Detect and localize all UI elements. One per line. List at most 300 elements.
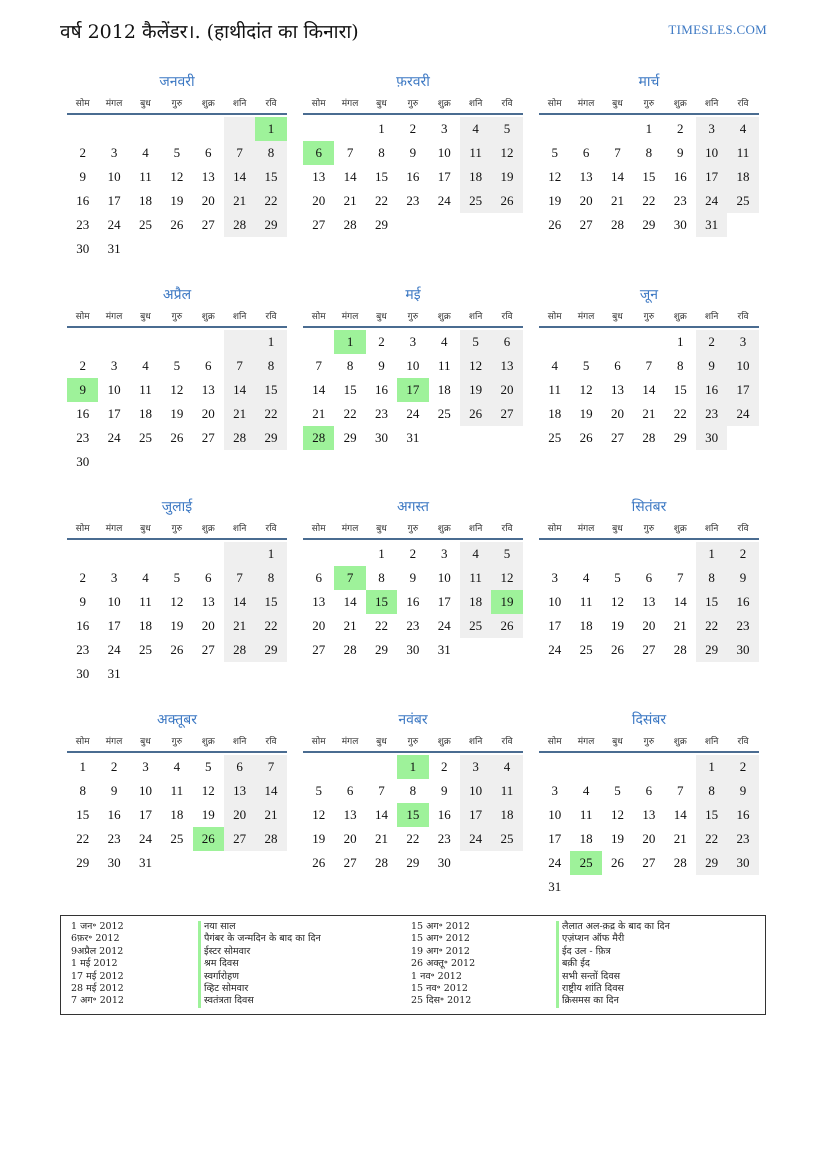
day-cell: 25	[170, 831, 184, 846]
weekday-label: गुरु	[171, 737, 183, 747]
day-cell: 25	[548, 430, 562, 445]
day-cell: 5	[173, 570, 181, 585]
day-cell: 16	[696, 378, 727, 402]
day-cell: 19	[491, 590, 522, 614]
day-cell: 6	[491, 330, 522, 354]
day-cell: 22	[406, 831, 420, 846]
day-cell: 10	[107, 382, 121, 397]
day-cell: 29	[374, 642, 388, 657]
day-cell: 23	[406, 193, 420, 208]
day-cell: 7	[255, 755, 286, 779]
weekday-header	[539, 733, 759, 753]
day-cell: 11	[139, 594, 152, 609]
day-cell: 10	[727, 354, 758, 378]
day-cell: 15	[374, 169, 388, 184]
empty-cell	[193, 542, 224, 566]
empty-cell	[727, 213, 758, 237]
day-cell: 5	[614, 783, 621, 798]
day-cell: 26	[312, 855, 326, 870]
legend-holiday-name: लैलात अल-क़द्र के बाद का दिन	[556, 921, 670, 933]
legend-holiday-name: ईद उल - फ़ित्र	[556, 946, 670, 958]
day-cell: 27	[642, 855, 656, 870]
day-cell: 17	[138, 807, 152, 822]
empty-cell	[67, 117, 98, 141]
day-cell: 4	[441, 334, 448, 349]
empty-cell	[130, 330, 161, 354]
day-cell: 24	[107, 217, 121, 232]
weekday-label: शनि	[232, 312, 247, 322]
weekday-label: रवि	[737, 524, 749, 534]
legend-date: 6फ़र॰ 2012	[71, 933, 120, 945]
empty-cell	[161, 542, 192, 566]
empty-cell	[334, 117, 365, 141]
site-link[interactable]: TIMESLES.COM	[668, 22, 767, 37]
day-cell: 20	[579, 193, 593, 208]
day-cell: 29	[255, 426, 286, 450]
empty-cell	[539, 542, 570, 566]
empty-cell	[602, 755, 633, 779]
day-cell: 11	[548, 382, 561, 397]
day-cell: 24	[406, 406, 420, 421]
empty-cell	[224, 662, 255, 686]
day-cell: 20	[224, 803, 255, 827]
empty-cell	[224, 330, 255, 354]
day-cell: 28	[224, 213, 255, 237]
day-cell: 2	[79, 145, 86, 160]
day-cell: 19	[312, 831, 326, 846]
day-cell: 30	[374, 430, 388, 445]
day-cell: 17	[727, 378, 758, 402]
day-cell: 16	[727, 590, 758, 614]
day-grid	[67, 117, 287, 261]
empty-cell	[491, 426, 522, 450]
day-cell: 13	[343, 807, 357, 822]
empty-cell	[397, 213, 428, 237]
day-cell: 9	[441, 783, 448, 798]
empty-cell	[570, 875, 601, 899]
day-cell: 1	[696, 542, 727, 566]
weekday-label: मंगल	[577, 737, 595, 747]
day-cell: 5	[491, 117, 522, 141]
day-cell: 16	[406, 169, 420, 184]
weekday-header	[303, 95, 523, 115]
day-cell: 26	[460, 402, 491, 426]
day-cell: 19	[610, 618, 624, 633]
day-cell: 21	[343, 618, 357, 633]
empty-cell	[255, 662, 286, 686]
day-cell: 20	[201, 618, 215, 633]
day-cell: 25	[138, 217, 152, 232]
legend-dates-right	[411, 921, 475, 1008]
weekday-label: शनि	[232, 99, 247, 109]
day-cell: 26	[491, 189, 522, 213]
day-cell: 30	[76, 666, 90, 681]
day-cell: 3	[551, 783, 558, 798]
day-cell: 12	[312, 807, 326, 822]
day-cell: 15	[76, 807, 90, 822]
day-cell: 8	[255, 354, 286, 378]
day-cell: 25	[491, 827, 522, 851]
empty-cell	[460, 638, 491, 662]
day-cell: 10	[696, 141, 727, 165]
day-cell: 14	[673, 807, 687, 822]
day-cell: 5	[491, 542, 522, 566]
day-cell: 17	[107, 406, 121, 421]
empty-cell	[570, 330, 601, 354]
day-cell: 25	[727, 189, 758, 213]
month-name: जून	[639, 287, 659, 303]
day-cell: 3	[551, 570, 558, 585]
empty-cell	[224, 117, 255, 141]
day-cell: 7	[346, 145, 354, 160]
day-cell: 27	[642, 642, 656, 657]
day-cell: 23	[76, 217, 90, 232]
empty-cell	[633, 542, 664, 566]
weekday-label: गुरु	[407, 99, 419, 109]
legend-holiday-name: स्वर्गारोहण	[198, 971, 321, 983]
day-cell: 22	[343, 406, 357, 421]
day-cell: 9	[79, 594, 86, 609]
day-cell: 14	[642, 382, 656, 397]
day-cell: 6	[303, 141, 334, 165]
legend-holiday-name: राष्ट्रीय शांति दिवस	[556, 983, 670, 995]
day-cell: 4	[491, 755, 522, 779]
day-cell: 12	[548, 169, 562, 184]
empty-cell	[130, 450, 161, 474]
month-block	[303, 69, 523, 237]
empty-cell	[570, 542, 601, 566]
day-cell: 27	[312, 642, 326, 657]
day-cell: 23	[107, 831, 121, 846]
day-cell: 6	[645, 570, 653, 585]
empty-cell	[193, 117, 224, 141]
day-cell: 7	[645, 358, 653, 373]
day-cell: 29	[673, 430, 687, 445]
day-cell: 15	[255, 590, 286, 614]
weekday-label: शुक्र	[437, 312, 451, 322]
day-cell: 20	[642, 618, 656, 633]
weekday-label: शनि	[704, 737, 719, 747]
day-cell: 12	[201, 783, 215, 798]
day-cell: 28	[224, 426, 255, 450]
empty-cell	[727, 426, 758, 450]
weekday-label: सोम	[311, 312, 326, 322]
day-cell: 21	[255, 803, 286, 827]
day-cell: 26	[491, 614, 522, 638]
day-cell: 10	[406, 358, 420, 373]
weekday-label: गुरु	[643, 737, 655, 747]
day-cell: 1	[334, 330, 365, 354]
day-cell: 5	[315, 783, 322, 798]
day-cell: 7	[677, 570, 684, 585]
empty-cell	[334, 755, 365, 779]
day-cell: 2	[79, 570, 86, 585]
day-cell: 10	[107, 169, 121, 184]
day-cell: 15	[343, 382, 357, 397]
weekday-label: शुक्र	[673, 99, 687, 109]
day-cell: 16	[107, 807, 121, 822]
day-cell: 26	[193, 827, 224, 851]
day-cell: 5	[205, 759, 212, 774]
day-cell: 7	[224, 141, 255, 165]
empty-cell	[67, 330, 98, 354]
day-cell: 7	[677, 783, 684, 798]
day-cell: 3	[110, 145, 118, 160]
day-grid	[539, 755, 759, 899]
day-cell: 28	[673, 642, 687, 657]
day-grid	[303, 755, 523, 875]
day-cell: 9	[110, 783, 118, 798]
empty-cell	[193, 662, 224, 686]
day-cell: 27	[201, 642, 215, 657]
day-cell: 14	[673, 594, 687, 609]
day-cell: 23	[673, 193, 687, 208]
day-cell: 28	[343, 642, 357, 657]
weekday-label: शुक्र	[437, 737, 451, 747]
empty-cell	[539, 755, 570, 779]
weekday-label: मंगल	[105, 524, 123, 534]
weekday-header	[539, 520, 759, 540]
day-cell: 13	[491, 354, 522, 378]
day-cell: 6	[224, 755, 255, 779]
day-cell: 28	[343, 217, 357, 232]
day-cell: 28	[610, 217, 624, 232]
weekday-label: बुध	[612, 312, 623, 322]
weekday-label: रवि	[501, 99, 513, 109]
day-cell: 17	[437, 594, 451, 609]
day-cell: 27	[201, 430, 215, 445]
legend-date: 9अप्रैल 2012	[71, 945, 124, 957]
day-cell: 7	[614, 145, 621, 160]
day-cell: 18	[138, 193, 152, 208]
day-cell: 16	[76, 618, 90, 633]
day-cell: 9	[727, 566, 758, 590]
day-cell: 15	[366, 590, 397, 614]
month-block	[303, 707, 523, 875]
empty-cell	[130, 542, 161, 566]
day-cell: 27	[579, 217, 593, 232]
day-cell: 6	[645, 783, 653, 798]
day-cell: 4	[582, 570, 590, 585]
empty-cell	[303, 755, 334, 779]
day-cell: 11	[727, 141, 758, 165]
day-cell: 17	[107, 618, 121, 633]
legend-holiday-name: क्रिसमस का दिन	[556, 995, 670, 1007]
empty-cell	[224, 450, 255, 474]
day-cell: 17	[548, 618, 562, 633]
empty-cell	[224, 851, 255, 875]
empty-cell	[224, 237, 255, 261]
day-cell: 1	[397, 755, 428, 779]
day-cell: 18	[170, 807, 184, 822]
day-cell: 2	[727, 542, 758, 566]
month-block	[539, 282, 759, 450]
weekday-label: मंगल	[341, 99, 359, 109]
day-cell: 16	[406, 594, 420, 609]
day-cell: 20	[491, 378, 522, 402]
legend-holiday-name: एज़ंप्शन ऑफ मैरी	[556, 933, 670, 945]
day-cell: 8	[677, 358, 684, 373]
empty-cell	[460, 213, 491, 237]
weekday-label: सोम	[75, 737, 90, 747]
day-cell: 12	[170, 169, 184, 184]
day-cell: 5	[551, 145, 558, 160]
weekday-label: सोम	[75, 524, 90, 534]
day-cell: 3	[460, 755, 491, 779]
month-name: अप्रैल	[162, 287, 192, 303]
day-cell: 31	[548, 879, 562, 894]
weekday-header	[539, 95, 759, 115]
weekday-label: मंगल	[105, 312, 123, 322]
day-cell: 12	[491, 566, 522, 590]
day-cell: 13	[201, 382, 215, 397]
empty-cell	[602, 542, 633, 566]
legend-date: 1 जन॰ 2012	[71, 921, 124, 932]
empty-cell	[98, 542, 129, 566]
day-cell: 1	[378, 546, 385, 561]
day-cell: 11	[437, 358, 451, 373]
month-block	[539, 69, 759, 237]
day-cell: 4	[460, 542, 491, 566]
day-cell: 18	[579, 831, 593, 846]
day-cell: 20	[642, 831, 656, 846]
month-block	[67, 282, 287, 474]
legend-names-left	[198, 921, 321, 1008]
day-cell: 29	[374, 217, 388, 232]
day-cell: 4	[142, 358, 149, 373]
weekday-header	[539, 308, 759, 328]
empty-cell	[98, 450, 129, 474]
day-cell: 25	[579, 642, 593, 657]
day-cell: 21	[343, 193, 357, 208]
day-cell: 15	[255, 378, 286, 402]
day-cell: 23	[727, 614, 758, 638]
day-cell: 3	[110, 358, 118, 373]
day-cell: 9	[79, 169, 86, 184]
empty-cell	[334, 542, 365, 566]
day-cell: 25	[138, 430, 152, 445]
weekday-label: शनि	[704, 99, 719, 109]
day-cell: 18	[460, 590, 491, 614]
weekday-label: बुध	[376, 312, 387, 322]
day-cell: 11	[460, 566, 491, 590]
day-cell: 17	[107, 193, 121, 208]
day-cell: 11	[460, 141, 491, 165]
weekday-label: मंगल	[341, 312, 359, 322]
day-cell: 25	[138, 642, 152, 657]
day-cell: 6	[205, 145, 212, 160]
day-cell: 16	[727, 803, 758, 827]
legend-date: 25 दिस॰ 2012	[411, 995, 472, 1007]
day-cell: 5	[582, 358, 590, 373]
day-cell: 22	[255, 614, 286, 638]
day-cell: 17	[548, 831, 562, 846]
day-cell: 3	[110, 570, 118, 585]
day-cell: 26	[170, 217, 184, 232]
weekday-label: मंगल	[577, 524, 595, 534]
day-cell: 19	[170, 193, 184, 208]
empty-cell	[491, 638, 522, 662]
day-cell: 28	[673, 855, 687, 870]
day-cell: 19	[170, 406, 184, 421]
legend-date: 15 अग॰ 2012	[411, 933, 470, 945]
month-block	[67, 494, 287, 686]
day-cell: 4	[460, 117, 491, 141]
weekday-header	[303, 308, 523, 328]
weekday-label: बुध	[376, 99, 387, 109]
day-cell: 10	[437, 145, 451, 160]
weekday-label: शनि	[704, 524, 719, 534]
day-cell: 26	[579, 430, 593, 445]
day-cell: 4	[142, 145, 149, 160]
legend-holiday-name: व्हिट सोमवार	[198, 983, 321, 995]
day-cell: 14	[255, 779, 286, 803]
day-cell: 14	[224, 378, 255, 402]
month-name: अक्तूबर	[157, 712, 197, 728]
day-cell: 10	[460, 779, 491, 803]
empty-cell	[665, 755, 696, 779]
day-cell: 4	[582, 783, 590, 798]
weekday-label: सोम	[547, 312, 562, 322]
day-cell: 11	[491, 779, 522, 803]
day-cell: 24	[548, 855, 562, 870]
day-cell: 15	[696, 803, 727, 827]
day-cell: 13	[579, 169, 593, 184]
day-cell: 10	[548, 807, 562, 822]
day-cell: 31	[107, 241, 121, 256]
month-block	[303, 282, 523, 450]
day-cell: 24	[107, 430, 121, 445]
weekday-label: शुक्र	[201, 99, 215, 109]
day-cell: 13	[224, 779, 255, 803]
weekday-label: गुरु	[643, 99, 655, 109]
day-cell: 5	[460, 330, 491, 354]
empty-cell	[602, 875, 633, 899]
empty-cell	[193, 237, 224, 261]
day-grid	[303, 330, 523, 450]
day-cell: 7	[224, 566, 255, 590]
day-cell: 16	[673, 169, 687, 184]
day-cell: 24	[696, 189, 727, 213]
weekday-label: रवि	[501, 524, 513, 534]
day-cell: 23	[437, 831, 451, 846]
day-cell: 20	[312, 193, 326, 208]
day-cell: 15	[397, 803, 428, 827]
weekday-label: मंगल	[341, 524, 359, 534]
day-cell: 13	[642, 594, 656, 609]
empty-cell	[366, 755, 397, 779]
month-name: नवंबर	[398, 712, 428, 728]
empty-cell	[460, 851, 491, 875]
day-cell: 26	[170, 642, 184, 657]
day-cell: 6	[205, 570, 212, 585]
day-cell: 9	[409, 145, 417, 160]
day-cell: 11	[170, 783, 184, 798]
weekday-label: रवि	[501, 312, 513, 322]
day-cell: 29	[255, 638, 286, 662]
legend-date: 1 मई 2012	[71, 958, 118, 970]
empty-cell	[570, 117, 601, 141]
weekday-label: रवि	[737, 737, 749, 747]
day-cell: 11	[139, 169, 152, 184]
day-cell: 7	[378, 783, 385, 798]
weekday-label: बुध	[612, 524, 623, 534]
day-cell: 7	[334, 566, 365, 590]
day-cell: 13	[312, 594, 326, 609]
day-cell: 1	[79, 759, 86, 774]
month-name: दिसंबर	[631, 712, 667, 728]
empty-cell	[539, 330, 570, 354]
